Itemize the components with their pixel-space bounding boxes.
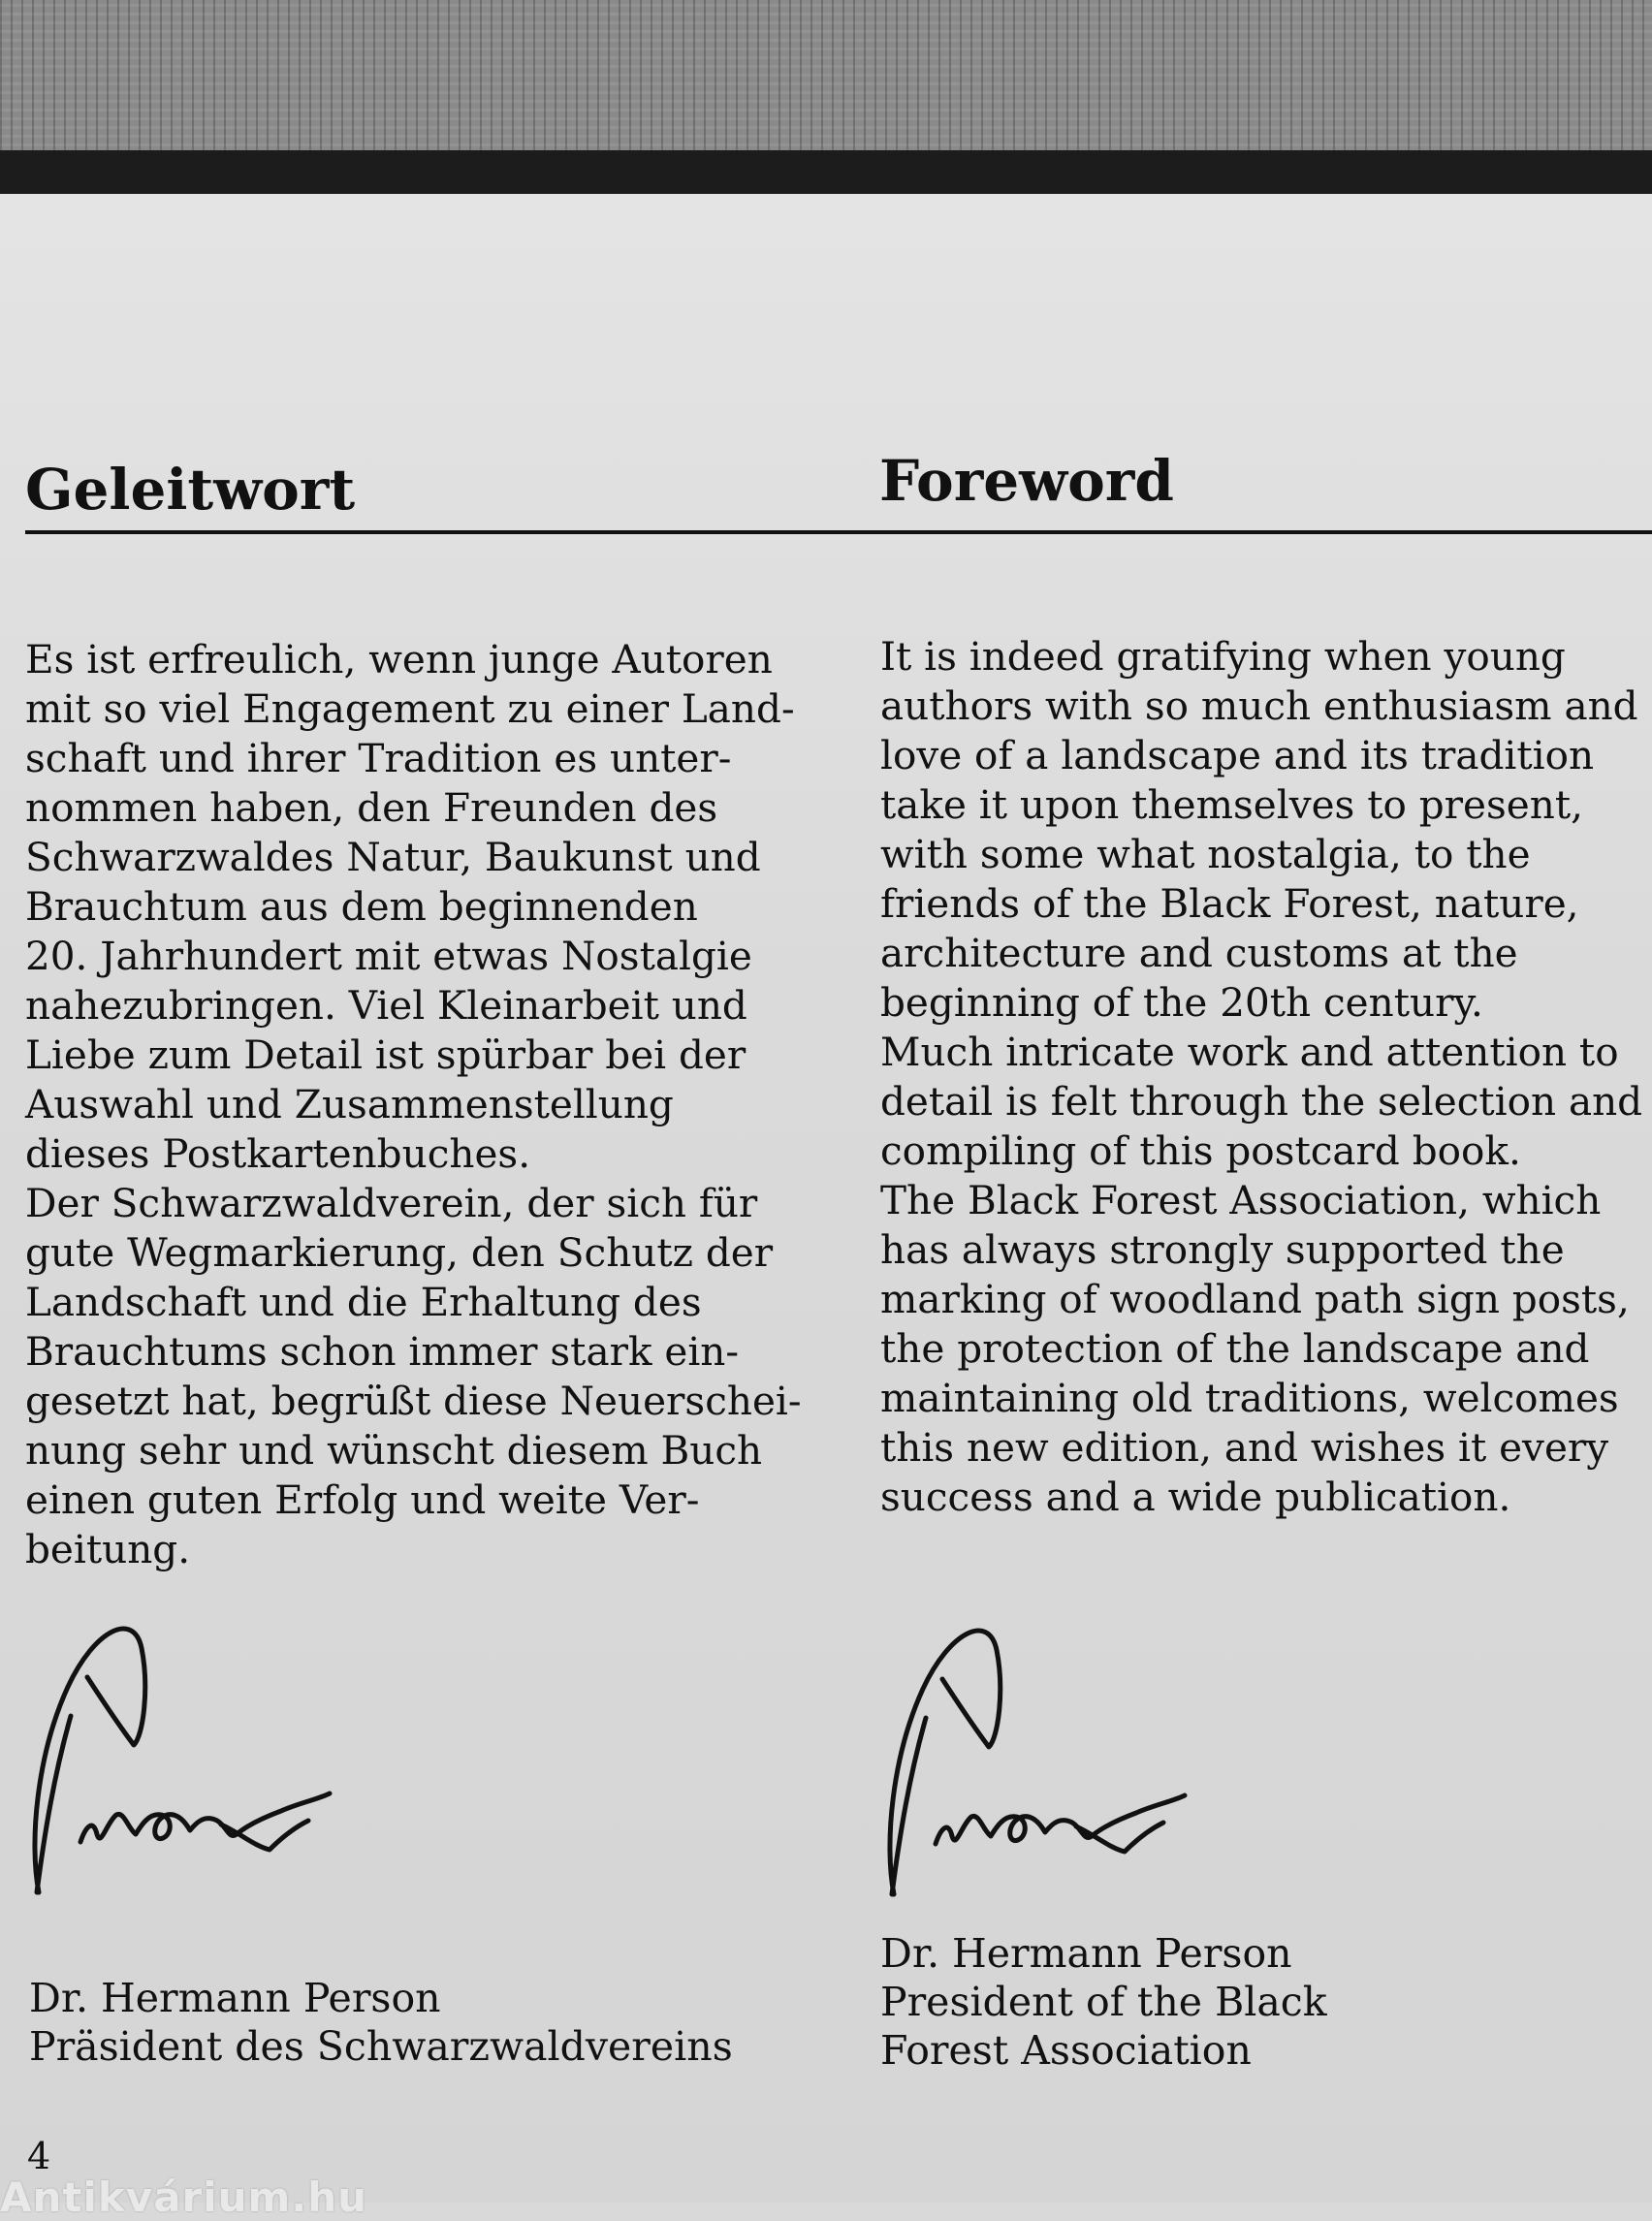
german-text-line: Auswahl und Zusammenstellung	[25, 1081, 674, 1127]
signature-left-block	[29, 1974, 733, 2071]
english-text-line: has always strongly supported the	[880, 1226, 1565, 1273]
german-text-line: Brauchtum aus dem beginnenden	[25, 883, 698, 930]
english-text-line: success and a wide publication.	[880, 1474, 1511, 1520]
english-text-line: the protection of the landscape and	[880, 1325, 1590, 1372]
english-text-line: with some what nostalgia, to the	[880, 831, 1531, 877]
english-text-line: beginning of the 20th century.	[880, 979, 1483, 1026]
heading-divider	[25, 530, 1652, 534]
signature-right-image	[882, 1611, 1241, 1902]
signer-title-right-line-2: Forest Association	[880, 2027, 1252, 2074]
german-text-line: nung sehr und wünscht diesem Buch	[25, 1427, 763, 1474]
german-text-line: gute Wegmarkierung, den Schutz der	[25, 1229, 774, 1276]
signer-name-right: Dr. Hermann Person	[880, 1930, 1292, 1977]
english-text-line: take it upon themselves to present,	[880, 781, 1583, 828]
signer-title-left: Präsident des Schwarzwaldvereins	[29, 2023, 733, 2070]
german-text-line: Schwarzwaldes Natur, Baukunst und	[25, 834, 761, 880]
german-text-line: Brauchtums schon immer stark ein-	[25, 1328, 740, 1375]
english-text-line: love of a landscape and its tradition	[880, 732, 1595, 778]
german-text-line: Landschaft und die Erhaltung des	[25, 1279, 702, 1325]
english-text-line: It is indeed gratifying when young	[880, 633, 1566, 680]
watermark-logo: Antikvárium.hu	[0, 2173, 368, 2221]
book-edge	[0, 150, 1652, 197]
german-text-line: einen guten Erfolg und weite Ver-	[25, 1476, 700, 1523]
signature-left-image	[27, 1609, 386, 1900]
heading-geleitwort: Geleitwort	[25, 457, 356, 523]
english-text-line: architecture and customs at the	[880, 930, 1518, 976]
english-text-line: marking of woodland path sign posts,	[880, 1276, 1630, 1322]
german-text-line: gesetzt hat, begrüßt diese Neuerschei-	[25, 1378, 802, 1424]
german-text-line: nommen haben, den Freunden des	[25, 784, 718, 831]
signature-right-block	[880, 1929, 1327, 2075]
english-text-line: friends of the Black Forest, nature,	[880, 880, 1579, 927]
german-body-text	[25, 635, 802, 1574]
german-text-line: mit so viel Engagement zu einer Land-	[25, 685, 795, 732]
english-text-line: compiling of this postcard book.	[880, 1127, 1521, 1174]
signer-title-right-line-1: President of the Black	[880, 1979, 1327, 2025]
german-text-line: beitung.	[25, 1526, 191, 1572]
background-surface	[0, 0, 1652, 155]
english-text-line: Much intricate work and attention to	[880, 1029, 1619, 1075]
german-text-line: Liebe zum Detail ist spürbar bei der	[25, 1031, 747, 1078]
page-number: 4	[27, 2135, 51, 2177]
german-text-line: Der Schwarzwaldverein, der sich für	[25, 1180, 758, 1226]
heading-foreword: Foreword	[879, 448, 1174, 514]
german-text-line: dieses Postkartenbuches.	[25, 1130, 531, 1177]
german-text-line: Es ist erfreulich, wenn junge Autoren	[25, 636, 773, 682]
english-body-text	[880, 632, 1642, 1522]
german-text-line: 20. Jahrhundert mit etwas Nostalgie	[25, 933, 752, 979]
german-text-line: schaft und ihrer Tradition es unter-	[25, 735, 732, 781]
signer-name-left: Dr. Hermann Person	[29, 1975, 441, 2021]
english-text-line: this new edition, and wishes it every	[880, 1424, 1609, 1471]
english-text-line: authors with so much enthusiasm and	[880, 682, 1638, 729]
english-text-line: detail is felt through the selection and	[880, 1078, 1643, 1125]
english-text-line: maintaining old traditions, welcomes	[880, 1375, 1619, 1421]
german-text-line: nahezubringen. Viel Kleinarbeit und	[25, 982, 747, 1029]
english-text-line: The Black Forest Association, which	[880, 1177, 1602, 1223]
